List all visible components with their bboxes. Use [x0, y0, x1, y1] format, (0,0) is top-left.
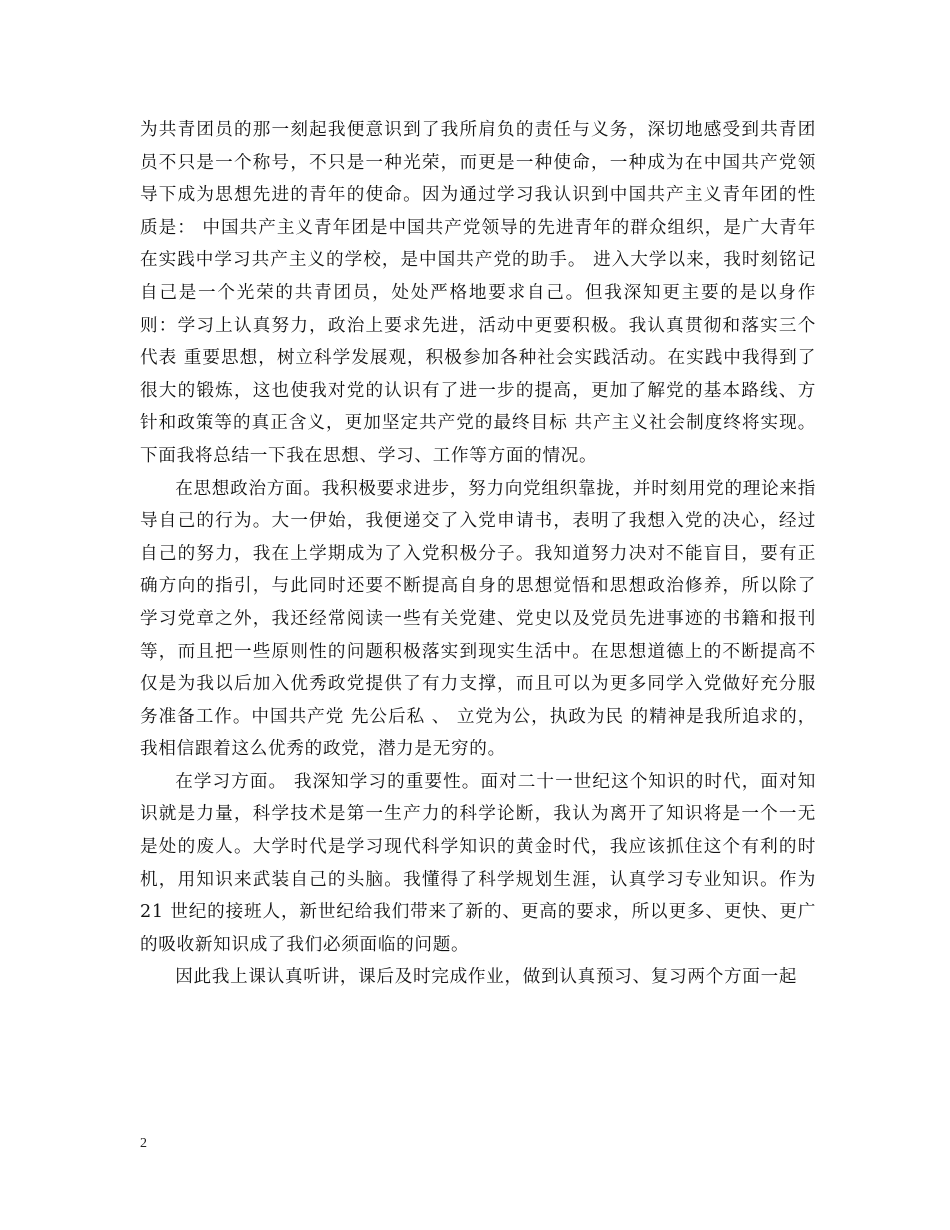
- document-body: [140, 114, 816, 994]
- paragraph-2: 在思想政治方面。我积极要求进步，努力向党组织靠拢，并时刻用党的理论来指导自己的行为。大一伊始，我便递交了入党申请书，表明了我想入党的决心，经过自己的努力，我在上学期成为了入党积极分子。我知道努力决对不能盲目，要有正确方向的指引，与此同时还要不断提高自身的思想觉悟和思想政治修养，所以除了学习党章之外，我还经常阅读一些有关党建、党史以及党员先进事迹的书籍和报刊等，而且把一些原则性的问题积极落实到现实生活中。在思想道德上的不断提高不仅是为我以后加入优秀政党提供了有力支撑，而且可以为更多同学入党做好充分服务准备工作。中国共产党 先公后私 、 立党为公，执政为民 的精神是我所追求的，我相信跟着这么优秀的政党，潜力是无穷的。: [140, 478, 816, 760]
- paragraph-1: 为共青团员的那一刻起我便意识到了我所肩负的责任与义务，深切地感受到共青团员不只是一个称号，不只是一种光荣，而更是一种使命，一种成为在中国共产党领导下成为思想先进的青年的使命。因为通过学习我认识到中国共产主义青年团的性质是： 中国共产主义青年团是中国共产党领导的先进青年的群众组织，是广大青年在实践中学习共产主义的学校，是中国共产党的助手。 进入大学以来，我时刻铭记自己是一个光荣的共青团员，处处严格地要求自己。但我深知更主要的是以身作则：学习上认真努力，政治上要求先进，活动中更要积极。我认真贯彻和落实三个代表 重要思想，树立科学发展观，积极参加各种社会实践活动。在实践中我得到了很大的锻炼，这也使我对党的认识有了进一步的提高，更加了解党的基本路线、方针和政策等的真正含义，更加坚定共产党的最终目标 共产主义社会制度终将实现。下面我将总结一下我在思想、学习、工作等方面的情况。: [140, 120, 816, 466]
- page-number: 2: [140, 1136, 147, 1151]
- paragraph-4: 因此我上课认真听讲，课后及时完成作业，做到认真预习、复习两个方面一起: [175, 967, 798, 988]
- paragraph-3: 在学习方面。 我深知学习的重要性。面对二十一世纪这个知识的时代，面对知识就是力量，科学技术是第一生产力的科学论断，我认为离开了知识将是一个一无是处的废人。大学时代是学习现代科学知识的黄金时代，我应该抓住这个有利的时机，用知识来武装自己的头脑。我懂得了科学规划生涯，认真学习专业知识。作为 21 世纪的接班人，新世纪给我们带来了新的、更高的要求，所以更多、更快、更广的吸收新知识成了我们必须面临的问题。: [140, 771, 816, 955]
